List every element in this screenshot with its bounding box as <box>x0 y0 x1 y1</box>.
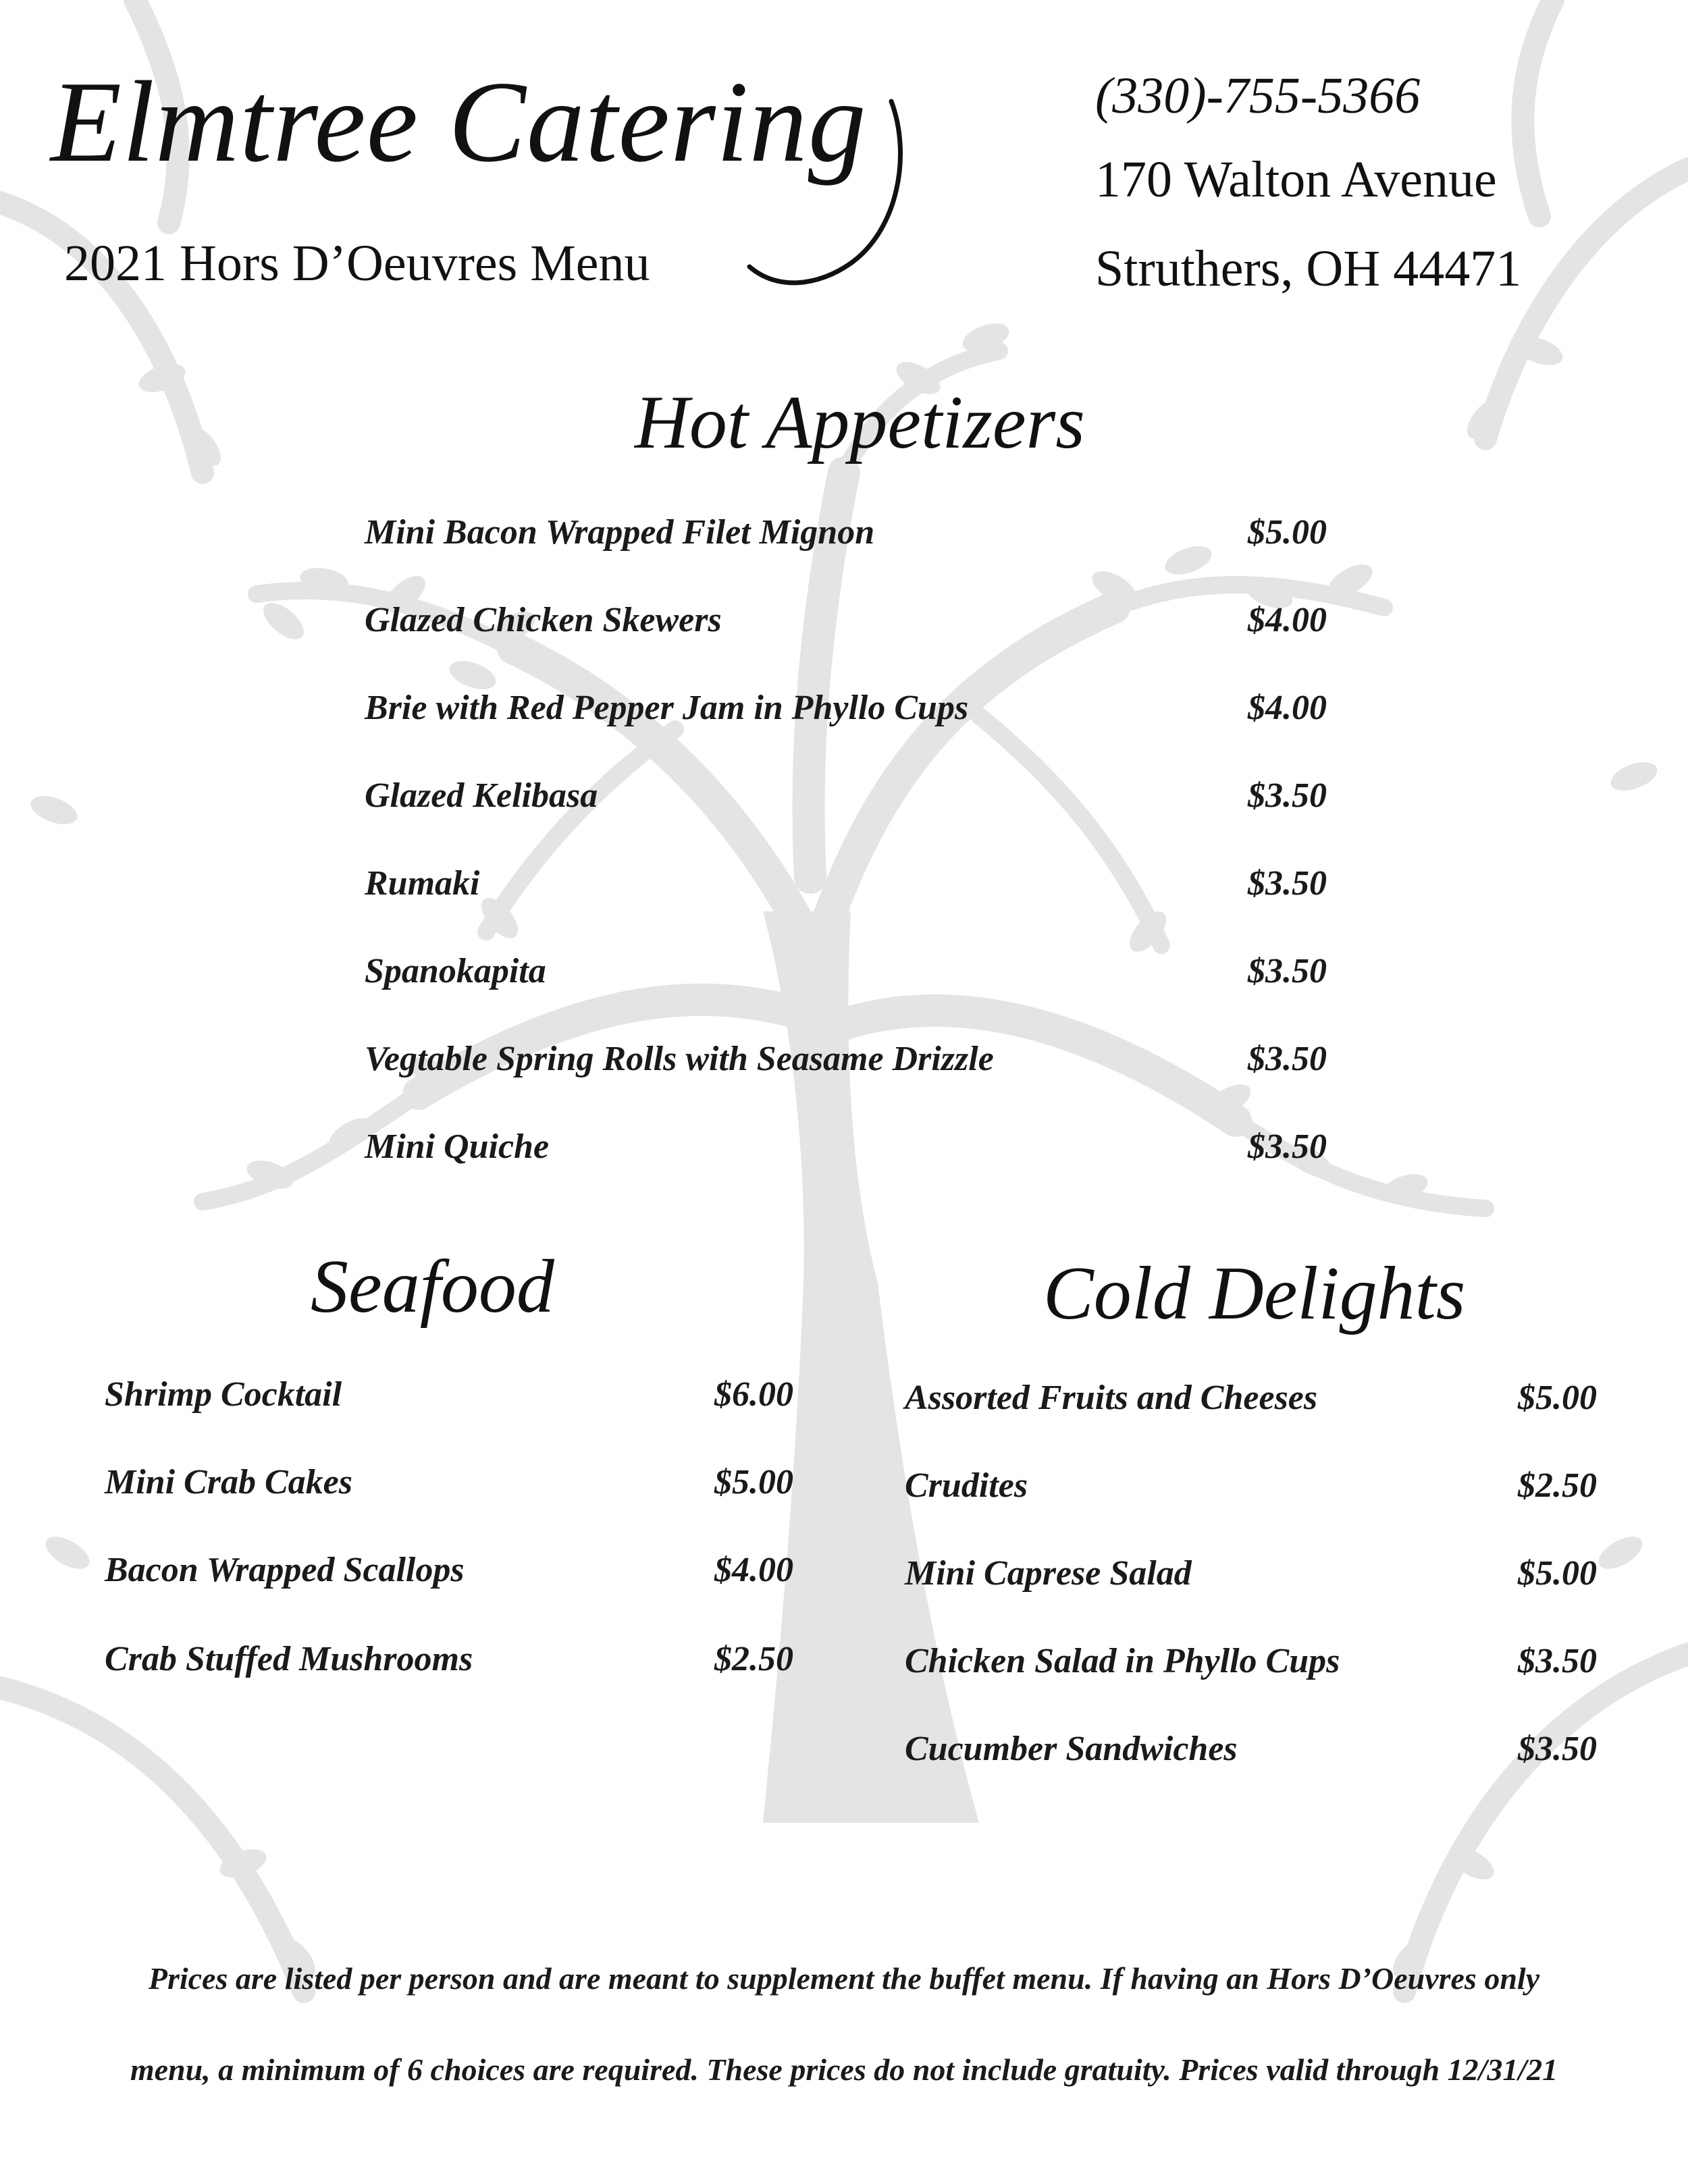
list-item-name: Mini Bacon Wrapped Filet Mignon <box>365 513 875 552</box>
list-item-name: Chicken Salad in Phyllo Cups <box>905 1642 1340 1680</box>
list-item-name: Mini Crab Cakes <box>105 1463 352 1501</box>
list-item-name: Spanokapita <box>365 952 546 990</box>
list-item-name: Mini Quiche <box>365 1127 550 1166</box>
list-item-name: Cucumber Sandwiches <box>905 1730 1238 1768</box>
list-item-price: $4.00 <box>1248 601 1327 639</box>
footer-note-line-2: menu, a minimum of 6 choices are required. These prices do not include gratuity. Prices valid through 12/31/21 <box>130 2052 1558 2087</box>
contact-phone: (330)-755-5366 <box>1095 68 1421 124</box>
list-item-price: $5.00 <box>714 1463 793 1501</box>
list-item-name: Crudites <box>905 1466 1028 1505</box>
list-item-price: $3.50 <box>1518 1642 1597 1680</box>
list-item-price: $5.00 <box>1248 513 1327 552</box>
contact-city: Struthers, OH 44471 <box>1095 240 1522 297</box>
menu-subtitle: 2021 Hors D’Oeuvres Menu <box>64 235 650 292</box>
list-item-price: $3.50 <box>1248 1127 1327 1166</box>
list-item-name: Rumaki <box>365 864 480 903</box>
list-item-name: Shrimp Cocktail <box>105 1375 342 1414</box>
list-item-name: Mini Caprese Salad <box>905 1554 1192 1593</box>
list-item-price: $6.00 <box>714 1375 793 1414</box>
list-item-price: $5.00 <box>1518 1379 1597 1417</box>
brand-title: Elmtree Catering <box>51 58 867 186</box>
list-item-name: Vegtable Spring Rolls with Seasame Drizzle <box>365 1040 994 1078</box>
contact-street: 170 Walton Avenue <box>1095 151 1497 208</box>
footer-note-line-1: Prices are listed per person and are meant to supplement the buffet menu. If having an Hors D’Oeuvres only <box>148 1961 1540 1996</box>
list-item-price: $3.50 <box>1248 1040 1327 1078</box>
list-item-name: Brie with Red Pepper Jam in Phyllo Cups <box>365 689 969 727</box>
list-item-price: $4.00 <box>714 1551 793 1589</box>
list-item-price: $5.00 <box>1518 1554 1597 1593</box>
seafood-heading: Seafood <box>311 1245 554 1329</box>
list-item-price: $2.50 <box>1518 1466 1597 1505</box>
list-item-name: Crab Stuffed Mushrooms <box>105 1640 473 1678</box>
list-item-name: Bacon Wrapped Scallops <box>105 1551 465 1589</box>
list-item-price: $4.00 <box>1248 689 1327 727</box>
list-item-price: $3.50 <box>1248 952 1327 990</box>
list-item-price: $3.50 <box>1248 864 1327 903</box>
list-item-name: Glazed Chicken Skewers <box>365 601 722 639</box>
list-item-name: Glazed Kelibasa <box>365 776 598 815</box>
hot-appetizers-heading: Hot Appetizers <box>635 381 1085 464</box>
list-item-price: $3.50 <box>1248 776 1327 815</box>
list-item-price: $2.50 <box>714 1640 793 1678</box>
list-item-name: Assorted Fruits and Cheeses <box>905 1379 1318 1417</box>
list-item-price: $3.50 <box>1518 1730 1597 1768</box>
calligraphy-swash-decoration <box>736 95 925 297</box>
cold-delights-heading: Cold Delights <box>1043 1252 1466 1335</box>
